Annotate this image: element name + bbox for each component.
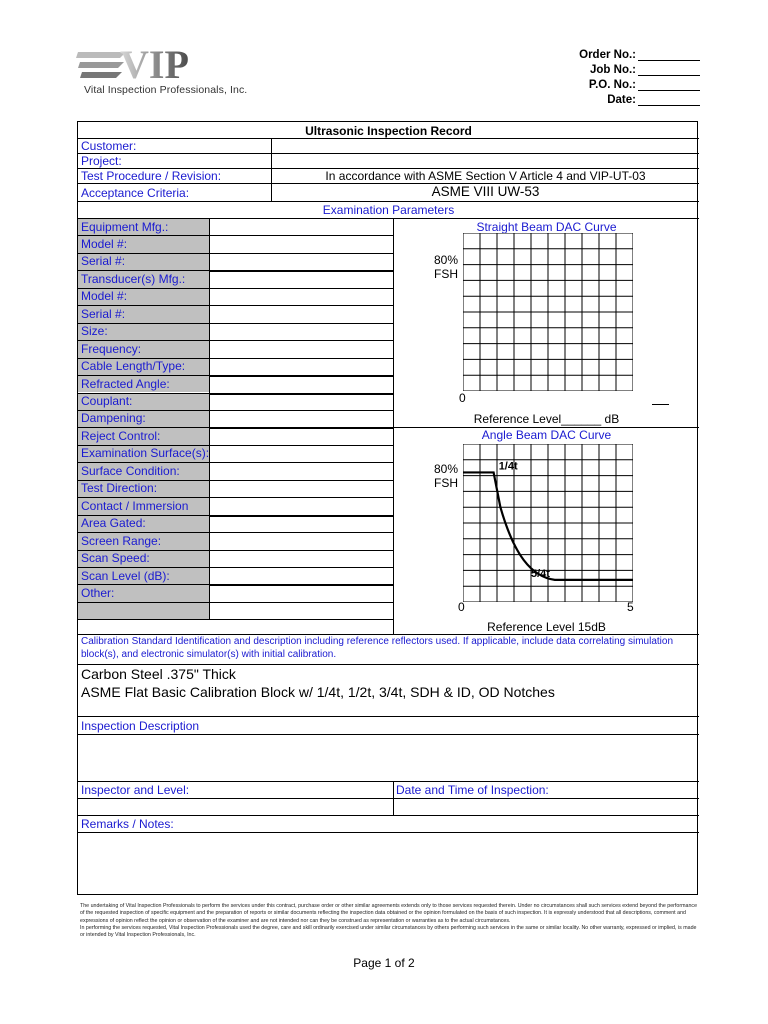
param-value-field[interactable] (210, 219, 393, 235)
param-label: Reject Control: (81, 428, 161, 443)
param-label: Model #: (81, 236, 128, 251)
angle-beam-y-top: 80% (434, 462, 459, 476)
param-label: Cable Length/Type: (81, 359, 186, 374)
straight-beam-y-top2: FSH (434, 267, 458, 281)
param-value-field[interactable] (210, 446, 393, 462)
param-value-field[interactable] (210, 236, 393, 252)
disclaimer-paragraph: The undertaking of Vital Inspection Professionals to perform the services under this contract, purchase order or other similar agreements extends only to those services requested therein. Under no circumstances shall such services extend beyond the performance of the requested inspection of specific equipment and the preparation of reports or similar documents reflecting the inspection data obtained or the opinion formulated on the basis of such inspection. It is expressly understood that all descriptions, comment and expressions of opinion reflect the opinion or observation of the examiner and are not intended nor can they be construed as representation or warranties as to the actual circumstances. (80, 903, 698, 924)
disclaimer-paragraph: In performing the services requested, Vital Inspection Professionals used the degree, care and skill ordinarily exercised under similar circumstances by others performing such services in the same or similar locality. No other warranty, expressed or implied, is made or intended by Vital Inspection Professionals, Inc. (80, 924, 697, 939)
param-label: Refracted Angle: (81, 376, 170, 391)
param-value-field[interactable] (210, 585, 393, 601)
param-label: Screen Range: (81, 533, 162, 548)
param-label: Dampening: (81, 411, 146, 426)
straight-beam-ref-level: Reference Level______ dB (473, 412, 620, 426)
param-value-field[interactable] (210, 341, 393, 357)
procedure-value: In accordance with ASME Section V Article 4 and VIP-UT-03 (325, 169, 646, 183)
param-label: Model #: (81, 289, 128, 304)
param-value-field[interactable] (210, 463, 393, 479)
param-value-field[interactable] (210, 359, 393, 375)
company-name: Vital Inspection Professionals, Inc. (84, 84, 248, 96)
header-field-row (500, 61, 700, 76)
dac-label-end: 5/4t (531, 567, 550, 580)
straight-beam-y-top: 80% (434, 253, 459, 267)
calibration-line-2: ASME Flat Basic Calibration Block w/ 1/4t, 1/2t, 3/4t, SDH & ID, OD Notches (81, 684, 555, 700)
dac-label-start: 1/4t (498, 460, 518, 473)
angle-beam-x-max: 5 (627, 600, 634, 614)
param-label: Scan Level (dB): (81, 568, 170, 583)
angle-beam-title: Angle Beam DAC Curve (481, 428, 612, 442)
acceptance-label: Acceptance Criteria: (81, 186, 190, 200)
header-field-row (500, 76, 700, 91)
project-label: Project: (81, 154, 122, 168)
header-field-row (500, 91, 700, 106)
param-value-field[interactable] (210, 428, 393, 444)
param-label: Surface Condition: (81, 463, 180, 478)
calibration-label: Calibration Standard Identification and description including reference reflectors used. If applicable, include data correlating simulation block(s), and electronic simulator(s) with initial calibration. (81, 636, 674, 660)
param-value-field[interactable] (210, 533, 393, 549)
param-value-field[interactable] (210, 498, 393, 514)
header-field-label: Order No.: (579, 49, 636, 61)
param-label: Transducer(s) Mfg.: (81, 271, 186, 286)
straight-beam-title: Straight Beam DAC Curve (476, 220, 617, 234)
header-field-row (500, 46, 700, 61)
param-label: Couplant: (81, 394, 133, 408)
param-label: Area Gated: (81, 516, 146, 531)
angle-beam-grid (463, 444, 633, 602)
inspector-label: Inspector and Level: (81, 783, 190, 797)
param-value-field[interactable] (210, 289, 393, 305)
customer-label: Customer: (81, 139, 137, 153)
param-label: Test Direction: (81, 481, 158, 496)
calibration-line-1: Carbon Steel .375" Thick (81, 666, 236, 682)
header-field-input[interactable] (638, 49, 700, 61)
legal-disclaimer (80, 903, 698, 939)
param-value-field[interactable] (210, 376, 393, 392)
datetime-label: Date and Time of Inspection: (396, 783, 549, 797)
procedure-label: Test Procedure / Revision: (81, 169, 222, 183)
param-value-field[interactable] (210, 394, 393, 410)
param-label: Contact / Immersion (81, 498, 189, 513)
param-value-field[interactable] (210, 551, 393, 567)
param-label: Frequency: (81, 341, 142, 356)
straight-beam-grid (463, 233, 633, 391)
header-field-input[interactable] (638, 94, 700, 106)
header-field-label: Date: (607, 94, 636, 106)
acceptance-value: ASME VIII UW-53 (431, 184, 540, 199)
remarks-label: Remarks / Notes: (81, 817, 174, 831)
header-field-input[interactable] (638, 79, 700, 91)
param-label: Other: (81, 585, 115, 600)
param-label: Scan Speed: (81, 551, 150, 566)
param-value-field[interactable] (210, 324, 393, 340)
param-value-field[interactable] (210, 254, 393, 270)
vip-logo-icon (76, 44, 246, 84)
angle-beam-x-zero: 0 (458, 600, 465, 614)
exam-params-title: Examination Parameters (322, 203, 455, 217)
inspection-description-label: Inspection Description (81, 719, 200, 733)
header-field-input[interactable] (638, 64, 700, 76)
inspection-record-form (77, 121, 698, 895)
param-label-cell (78, 603, 209, 619)
param-value-field[interactable] (210, 306, 393, 322)
header-field-label: P.O. No.: (588, 79, 636, 91)
form-title: Ultrasonic Inspection Record (305, 124, 472, 138)
header-fields (500, 46, 700, 106)
angle-beam-y-top2: FSH (434, 476, 458, 490)
param-label: Serial #: (81, 306, 126, 321)
param-value-field[interactable] (210, 568, 393, 584)
param-value-field[interactable] (210, 271, 393, 287)
param-value-field[interactable] (210, 481, 393, 497)
param-label: Equipment Mfg.: (81, 219, 169, 234)
param-label: Examination Surface(s): (81, 446, 210, 461)
param-value-field[interactable] (210, 516, 393, 532)
page-number: Page 1 of 2 (353, 956, 415, 970)
param-value-field[interactable] (210, 603, 393, 619)
header-field-label: Job No.: (590, 64, 636, 76)
param-label: Size: (81, 324, 108, 339)
straight-beam-y-zero: 0 (459, 391, 466, 405)
company-logo (76, 44, 256, 100)
svg-text:VIP: VIP (120, 44, 189, 84)
angle-beam-ref-level: Reference Level 15dB (487, 620, 606, 634)
param-label: Serial #: (81, 254, 126, 269)
param-value-field[interactable] (210, 411, 393, 427)
